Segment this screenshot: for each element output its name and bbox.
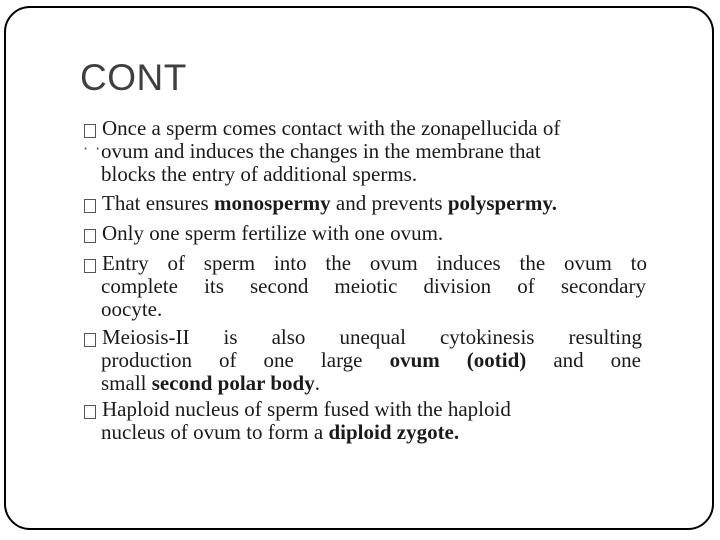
bullet-line xyxy=(101,276,646,297)
bullet-line xyxy=(101,141,541,162)
bullet-line xyxy=(102,399,511,420)
text-run: Haploid nucleus of sperm fused with the haploid xyxy=(102,397,511,421)
bullet-line xyxy=(102,193,557,214)
bold-term: polyspermy. xyxy=(447,191,557,215)
bullet-line xyxy=(101,350,641,371)
bullet-line xyxy=(101,299,162,320)
text-run: blocks the entry of additional sperms. xyxy=(101,162,418,186)
text-run: and prevents xyxy=(330,191,448,215)
text-run: production of one large xyxy=(101,348,390,372)
bullet-line xyxy=(101,422,459,443)
text-run: oocyte. xyxy=(101,297,163,321)
text-run: Only one sperm fertilize with one ovum. xyxy=(102,221,444,245)
bullet-line xyxy=(102,118,560,139)
text-run: ovum and induces the changes in the membrane that xyxy=(101,139,541,163)
bullet-checkbox-icon xyxy=(84,199,96,213)
text-run: Once a sperm comes contact with the zonapellucida of xyxy=(102,116,561,140)
bullet-line xyxy=(102,327,642,348)
text-run: small xyxy=(101,371,152,395)
text-run: and one xyxy=(526,348,642,372)
bold-term: diploid zygote. xyxy=(328,420,460,444)
bullet-checkbox-icon xyxy=(84,333,96,347)
text-run: nucleus of ovum to form a xyxy=(101,420,329,444)
text-run: Entry of sperm into the ovum induces the ovum to xyxy=(102,251,647,275)
bold-term: second polar body xyxy=(151,371,315,395)
text-run: That ensures xyxy=(102,191,214,215)
bullet-checkbox-icon xyxy=(84,124,96,138)
text-run: . xyxy=(314,371,320,395)
bullet-checkbox-icon xyxy=(84,229,96,243)
bold-term: monospermy xyxy=(213,191,331,215)
bullet-line xyxy=(102,223,443,244)
bullet-glyph-dots: · · xyxy=(83,139,102,158)
bullet-checkbox-icon xyxy=(84,259,96,273)
bullet-line xyxy=(101,164,417,185)
bullet-line xyxy=(101,373,320,394)
bold-term: ovum (ootid) xyxy=(389,348,527,372)
slide-title: CONT xyxy=(80,57,187,98)
bullet-checkbox-icon xyxy=(84,405,96,419)
text-run: Meiosis-II is also unequal cytokinesis resulting xyxy=(102,325,642,349)
bullet-line xyxy=(102,253,647,274)
text-run: complete its second meiotic division of secondary xyxy=(101,274,646,298)
